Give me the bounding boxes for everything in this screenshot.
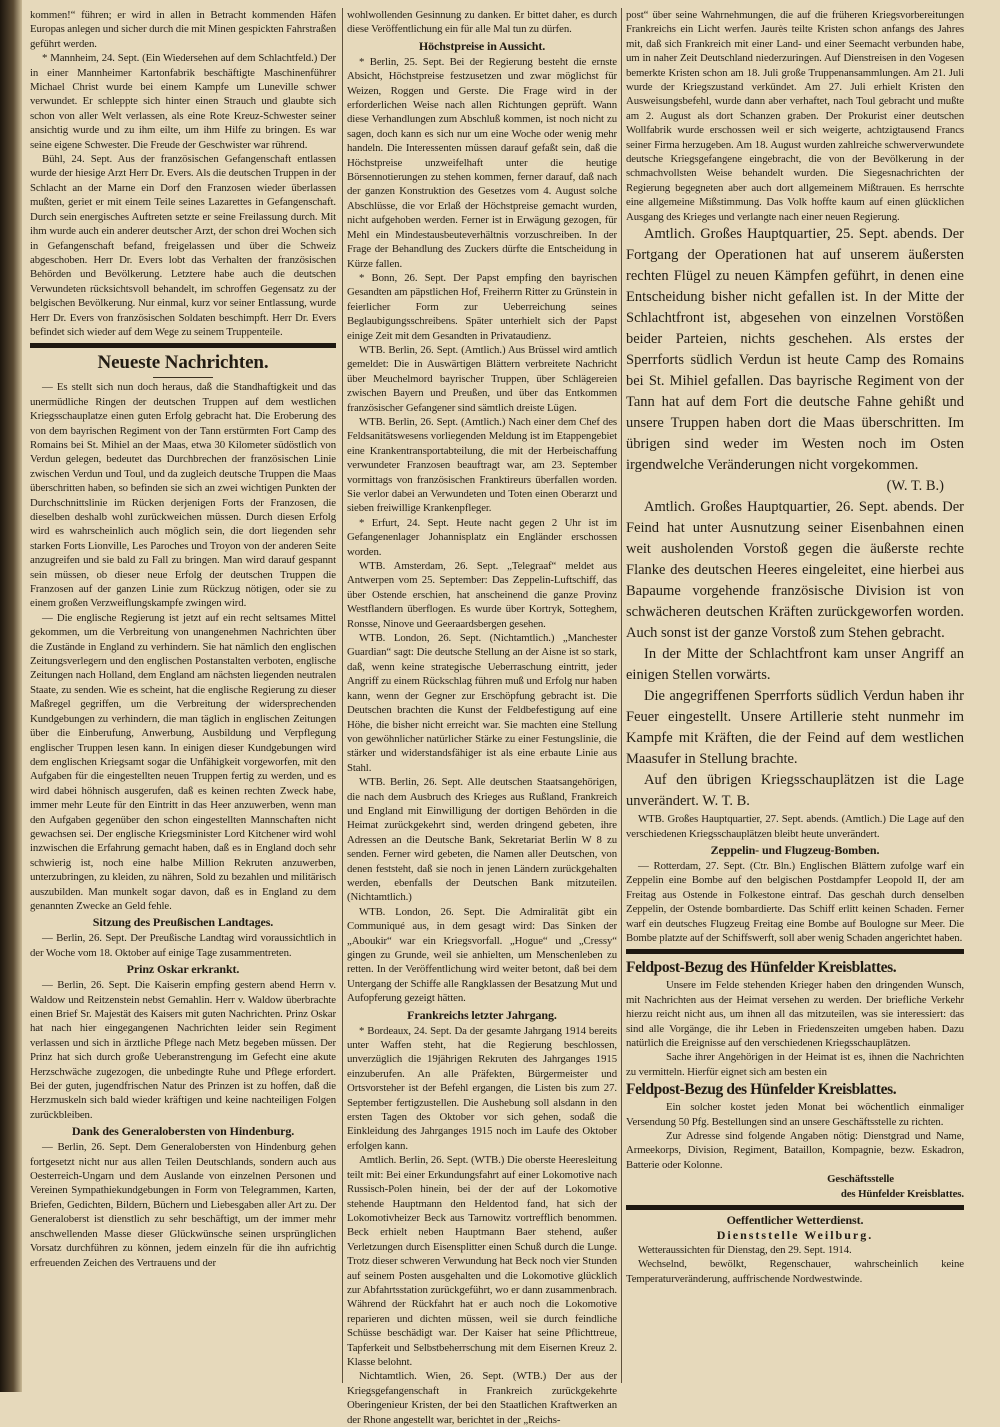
article-heading: Dank des Generalobersten von Hindenburg. (71, 1124, 295, 1139)
page-binding-edge (0, 0, 22, 1392)
ad-title: Feldpost-Bezug des Hünfelder Kreisblattes. (626, 1081, 897, 1099)
article-mannheim: * Mannheim, 24. Sept. (Ein Wiedersehen auf dem Schlachtfeld.) Der in einer Mannheimer Kartonfabrik beschäftigte Maschinenführer Michael Christ wurde bei einem Kampfe um Luneville schwer verwundet. Er schleppte sich hinter einen Strauch und glaubte sich schon von aller Welt verlassen, als eine Rote Kreuz-Schwester seiner ansichtig wurde und zu ihm eilte, um ihm Hilfe zu bringen. Es war seine eigene Schwester. Die Freude der Geschwister war rührend. (30, 52, 336, 151)
article-text: WTB. Amsterdam, 26. Sept. „Telegraaf“ meldet aus Antwerpen vom 25. September: Das Zeppelin-Luftschiff, das über Ostende erschien, hat anscheinend die ganze Provinz Westflandern überflogen. Es wurde über Kortryk, Sotteghem, Ronsse, Ninove und Geeraardsbergen gesehen. (347, 560, 617, 630)
article-text: — Die englische Regierung ist jetzt auf ein recht seltsames Mittel gekommen, um die Verbreitung von unangenehmen Nachrichten über die Zustände in England zu verhindern. Sie hat nämlich den englischen Zeitungsverlegern und den englischen Postanstalten verboten, englische Zeitungen nach Holland, dem England am nächsten liegenden neutralen Staate, zu senden. Wie es scheint, hat die englische Regierung zu dieser Maßregel gegriffen, um die Verbreitung der widersprechenden Kundgebungen zu verhindern, die man täglich in englischen Zeitungen über die Einberufung, Anwerbung, Ausbildung und Verpflegung englischer Truppen lesen kann. In einigen dieser Kundgebungen wird dem englischen Kriegsamt sogar die Unfähigkeit vorgeworfen, mit den Aufgaben für die eingestellten neuen Truppen fertig zu werden, und es wird dabei höhnisch ausgerufen, daß es keinen rechten Zweck habe, immer mehr Leute für den Eintritt in das Heer anzuwerben, wenn man den Aufgaben gegenüber den schon eingestellten Mannschaften nicht gewachsen sei. Der englische Kriegsminister Lord Kitchener wird wohl inzwischen die Erfahrung gemacht haben, daß es in England doch sehr schwierig ist, noch eine halbe Million Rekruten anzuwerben, unterzubringen, zu kleiden, zu nähren, Sold zu bezahlen und militärisch auszubilden. Man munkelt sogar davon, daß es in England zu dem genannten Zwecke an Geld fehle. (30, 611, 336, 912)
article-heading: Zeppelin- und Flugzeug-Bomben. (710, 842, 880, 857)
official-report (626, 224, 964, 812)
article-text: — Es stellt sich nun doch heraus, daß die Standhaftigkeit und das unermüdliche Ringen der deutschen Truppen auf dem westlichen Kriegsschauplatze einen guten Erfolg gebracht hat. Die Eroberung des von dem bayrischen Regiment von der Tann erstürmten Fort Camp des Romains bei St. Mihiel an der Maas, etwa 30 Kilometer südöstlich von Verdun gelegen, bedeutet das Durchbrechen der französischen Linie zwischen Verdun und Toul, und da zugleich deutsche Truppen die Maas überschritten haben, so befinden sie sich an zwei wichtigen Punkten der Durchschnittslinie im Rücken derjenigen Forts der Franzosen, die dieselben deshalb wohl zurückweichen müssen. Durch diesen Erfolg wird es wahrscheinlich auch möglich sein, die dort liegenden sehr starken Forts Lionville, Les Paroches und Troyon von der anderen Seite anzugreifen und sie bald zu Fall zu bringen. Man wird darauf gespannt sein müssen, ob dieser neue Erfolg der deutschen Truppen die Franzosen auf der ganzen Linie zum Rückzug nötigen, oder sie zu einem großen Verzweiflungskampfe zwingen wird. (30, 381, 336, 610)
article-buehl: Bühl, 24. Sept. Aus der französischen Gefangenschaft entlassen wurde der hiesige Arzt Herr Dr. Evers. Als die deutschen Truppen in der Schlacht an der Marne ein Dorf den Franzosen wieder überlassen mußten, geriet er mit einem Teile seines Lazarettes in Gefangenschaft. Durch sein energisches Auftreten setzte er seine Freilassung durch. Mit ihm wurde auch ein anderer deutscher Arzt, der schon drei Wochen sich in Gefangenschaft befand, freigelassen und über die Schweiz abgeschoben. Herr Dr. Evers lobt das Verhalten der französischen Behörden und Bevölkerung. Letztere habe auch die deutschen Verwundeten rücksichtsvoll behandelt, im schroffen Gegensatz zu der belgischen Bevölkerung. Nur einmal, kurz vor seiner Entlassung, wurde Herr Dr. Evers von französischen Soldaten beschimpft. Herr Dr. Evers befindet sich wieder auf dem Wege zu seinem Truppenteile. (30, 153, 336, 338)
article-heading: Prinz Oskar erkrankt. (126, 962, 240, 977)
article-text: * Bonn, 26. Sept. Der Papst empfing den bayrischen Gesandten am päpstlichen Hof, Freiherrn Ritter zu Grünstein in feierlicher Form zur Ueberreichung seines Beglaubigungsschreibens. Später unterhielt sich der Papst einige Zeit mit dem Gesandten in Privataudienz. (347, 271, 617, 342)
article-text: wohlwollenden Gesinnung zu danken. Er bittet daher, es durch diese Veröffentlichung ein für alle Mal tun zu dürfen. (347, 9, 617, 36)
feldpost-advertisement (626, 957, 964, 1201)
section-rule (626, 949, 964, 954)
article-text: Amtlich. Berlin, 26. Sept. (WTB.) Die oberste Heeresleitung teilt mit: Bei einer Erkundungsfahrt auf einer Lokomotive nach Russisch-Polen hinein, bei der der auf der Lokomotive stehende Hauptmann den Heldentod fand, hat sich der Lokomotivheizer Beck aus Tarnowitz vortrefflich benommen. Beck erhielt neben Hauptmann Baer stehend, außer Verletzungen durch Eisensplitter einen Schuß durch die Lunge. Trotz dieser schweren Verwundung hat Beck noch vier Stunden auf seinem Posten ausgehalten und die Lokomotive glücklich zur Abfahrtsstation zurückgeführt, wo er dann zusammenbrach. Während der Rückfahrt hat er auch noch die Lokomotive reparieren und dichten müssen, weil sie durch feindliche Schüsse beschädigt war. Der Kaiser hat seine Pflichttreue, Tapferkeit und Selbstbeherrschung mit dem Eisernen Kreuz 2. Klasse belohnt. (347, 1154, 617, 1368)
ad-signature: Geschäftsstelle (827, 1173, 894, 1186)
article-text: * Erfurt, 24. Sept. Heute nacht gegen 2 Uhr ist im Gefangenenlager Johannisplatz ein Engländer erschossen worden. (347, 516, 617, 558)
report-text: Die angegriffenen Sperrforts südlich Verdun haben ihr Feuer eingestellt. Unsere Artillerie steht nunmehr im Kampfe mit Kräften, die der Feind auf dem westlichen Maasufer in Stellung brachte. (626, 688, 964, 768)
article-text: post“ über seine Wahrnehmungen, die auf die früheren Kriegsvorbereitungen Frankreichs ein Licht werfen. Jaurès teilte Kristen schon anfangs des Jahres mit, daß sich Frankreich mit einer Land- und einer Seemacht verbunden habe, um in naher Zeit Deutschland niederzuringen. Auf Dienstreisen in den Vogesen bemerkte Kristen schon am 18. Juli große Truppenansammlungen. Am 21. Juli wurde der Kriegszustand verkündet. Am 27. Juli erhielt Kristen den Ausweisungsbefehl, wurde dann aber verhaftet, nach Toul gebracht und mußte am 2. August als dort Schanzen graben. Der Prokurist einer deutschen Wollfabrik wurde erschossen weil er sich weigerte, achtzigtausend Francs seiner Firma herzugeben. Am 18. August wurden zahlreiche schwerverwundete deutsche Kriegsgefangene eingebracht, die von der Bevölkerung in der schmachvollsten Weise behandelt wurden. Die Siegesnachrichten der Regierung begegneten aber auch dort allgemeinem Mißtrauen. Es herrschte eine allgemeine Mißstimmung. Das Volk hoffte kaum auf einen glücklichen Ausgang des Krieges und verlangte nach einer neuen Regierung. (626, 9, 964, 223)
article-text: — Berlin, 26. Sept. Die Kaiserin empfing gestern abend Herrn v. Waldow und Reitzenstein nebst Gemahlin. Herr v. Waldow überbrachte einen Brief Sr. Majestät des Kaisers mit guten Nachrichten. Prinz Oskar hat nach hier eingegangenen Nachrichten leider sein Regiment verlassen und sich in ärztliche Pflege nach Metz begeben müssen. Der Prinz hat sich durch große Ueberanstrengung im Gefecht eine akute Herzschwäche zugezogen, die unbedingte Ruhe und Pflege erfordert. Bei der guten, jugendfrischen Natur des Prinzen ist zu hoffen, daß die Herzmuskeln sich bald wieder kräftigen und keine nachteiligen Folgen zurückbleiben. (30, 979, 336, 1121)
article-heading: Frankreichs letzter Jahrgang. (407, 1007, 557, 1022)
report-text: Auf den übrigen Kriegsschauplätzen ist die Lage unverändert. W. T. B. (626, 772, 964, 810)
article-text: — Rotterdam, 27. Sept. (Ctr. Bln.) Englischen Blättern zufolge warf ein Zeppelin eine Bombe auf den belgischen Postdampfer Leopold II, der am Freitag aus Ostende in Folkestone eintraf. Das geschah durch denselben Zeppelin, der Ostende bombardierte. Das Schiff erlitt keinen Schaden. Ferner warf ein deutsches Flugzeug Freitag eine Bombe auf Boulogne sur Meer. Die Bombe platzte auf der Schiffswerft, soll aber wenig Schaden angerichtet haben. (626, 859, 964, 944)
column-divider (621, 8, 622, 1383)
report-text: In der Mitte der Schlachtfront kam unser Angriff an einigen Stellen vorwärts. (626, 646, 964, 684)
weather-forecast: Wechselnd, bewölkt, Regenschauer, wahrscheinlich keine Temperaturveränderung, auffrischende Nordwestwinde. (626, 1258, 964, 1285)
weather-report (626, 1213, 964, 1243)
weather-title: Oeffentlicher Wetterdienst. (726, 1213, 864, 1228)
weather-station: Dienststelle Weilburg. (716, 1228, 874, 1243)
column-1 (30, 8, 336, 1270)
article-text: * Bordeaux, 24. Sept. Da der gesamte Jahrgang 1914 bereits unter Waffen steht, hat die Regierung beschlossen, unverzüglich die 19jährigen Rekruten des Jahrganges 1915 einzuberufen. An alle Präfekten, Bürgermeister und Ortsvorsteher ist der Befehl ergangen, die Listen bis zum 27. September fertigzustellen. Die Aushebung soll alsdann in den ersten Tagen des Oktober vor sich gehen, sodaß die Einkleidung des Jahrganges 1915 noch im Laufe des Oktober erfolgen kann. (347, 1024, 617, 1152)
article-text: WTB. Großes Hauptquartier, 27. Sept. abends. (Amtlich.) Die Lage auf den verschiedenen Kriegsschauplätzen bleibt heute unverändert. (626, 813, 964, 840)
column-divider (342, 8, 343, 1383)
column-2 (347, 8, 617, 1427)
ad-title: Feldpost-Bezug des Hünfelder Kreisblattes. (626, 959, 897, 977)
article-text: WTB. Berlin, 26. Sept. (Amtlich.) Aus Brüssel wird amtlich gemeldet: Die in Auswärtigen Blättern verbreitete Nachricht über Meuchelmord bayrischer Truppen, über Schlägereien zwischen Bayern und Preußen, und über das Entkommen französischer Gefangener sind sämtlich dreiste Lügen. (347, 343, 617, 414)
ad-signature: des Hünfelder Kreisblattes. (840, 1187, 964, 1200)
article-text: Nichtamtlich. Wien, 26. Sept. (WTB.) Der aus der Kriegsgefangenschaft in Frankreich zurückgekehrte Oberingenieur Kristen, der bei den Staatlichen Kraftwerken an der Rhone angestellt war, berichtet in der „Reichs- (347, 1370, 617, 1426)
weather-forecast-label: Wetteraussichten für Dienstag, den 29. Sept. 1914. (638, 1244, 852, 1257)
article-text: — Berlin, 26. Sept. Der Preußische Landtag wird voraussichtlich in der Woche vom 18. Oktober auf einige Tage zusammentreten. (30, 932, 336, 959)
ad-text: Sache ihrer Angehörigen in der Heimat ist es, ihnen die Nachrichten zu vermitteln. Hierfür eignet sich am besten ein (626, 1051, 964, 1078)
report-25-sept: Amtlich. Großes Hauptquartier, 25. Sept. abends. Der Fortgang der Operationen hat auf unserem äußersten rechten Flügel zu neuen Kämpfen geführt, in denen eine Entscheidung bisher nicht gefallen ist. In der Mitte der Schlachtfront ist, abgesehen von einzelnen Vorstößen beider Parteien, nichts geschehen. Als erstes der Sperrforts südlich Verdun ist heute Camp des Romains bei St. Mihiel gefallen. Das bayrische Regiment von der Tann hat auf dem Fort die deutsche Fahne gehißt und unsere Truppen haben dort die Maas überschritten. Im übrigen sind weder im Westen noch im Osten irgendwelche Veränderungen nicht vorgekommen. (626, 226, 964, 474)
article-heading: Höchstpreise in Aussicht. (418, 38, 546, 53)
report-signature: (W. T. B.) (886, 478, 944, 495)
article-text: WTB. London, 26. Sept. Die Admiralität gibt ein Communiqué aus, in dem gesagt wird: Das Sinken der „Aboukir“ war ein Kriegsvorfall. „Hogue“ und „Cressy“ gingen zu Grunde, weil sie anhielten, um Menschenleben zu retten. In der Veröffentlichung wird weiter betont, daß bei dem Untergang der Schiffe alle Rangklassen der Besatzung Mut und Aufopferung gezeigt hätten. (347, 905, 617, 1005)
article-text: kommen!“ führen; er wird in allen in Betracht kommenden Häfen Europas anlegen und sicher durch die mit Minen gespickten Fahrstraßen geführt werden. (30, 9, 336, 50)
report-26-sept: Amtlich. Großes Hauptquartier, 26. Sept. abends. Der Feind hat unter Ausnutzung seiner Eisenbahnen einen weit ausholenden Vorstoß gegen die äußerste rechte Flanke des deutschen Heeres eingeleitet, eine hierbei aus Bapaume vorgehende französische Division ist von schwächeren deutschen Kräften zurückgeworfen worden. Auch sonst ist der ganze Vorstoß zum Stehen gebracht. (626, 499, 964, 642)
article-text: * Berlin, 25. Sept. Bei der Regierung besteht die ernste Absicht, Höchstpreise festzusetzen und zwar möglichst für Weizen, Roggen und Gerste. Die Frage wird in der erforderlichen Weise nach allen Richtungen geprüft. Wann diese Verhandlungen zum Abschluß kommen, ist noch nicht zu sagen, doch kann es sich nur um eine Woche oder wenig mehr handeln. Die Interessenten müssen darauf gefaßt sein, daß die Höchstpreise unzweifelhaft unter die heutige Börsennotierungen zu stehen kommen, ferner darauf, daß nach der ganzen Konstruktion des Gesetzes vom 4. August solche Abschlüsse, die vor Erlaß der Höchstpreise gemacht wurden, nicht aufgehoben werden. Ferner ist in Erwägung gezogen, für Mehl ein Mindestausbeuteverhältnis vorzuschreiben. In der Frage der Behandlung des Zuckers dürfte die Entscheidung in Kürze fallen. (347, 55, 617, 270)
article-text: — Berlin, 26. Sept. Dem Generalobersten von Hindenburg gehen fortgesetzt nicht nur aus allen Teilen Deutschlands, sondern auch aus Oesterreich-Ungarn und dem Auslande von einzelnen Personen und Vereinen Sympathiekundgebungen in Form von Telegrammen, Karten, Briefen, Gedichten, Bildern, Büchern und Liebesgaben aller Art zu. Der Generaloberst ist dienstlich zu sehr beschäftigt, um der immer mehr anschwellenden Masse dieser Glückwünsche seinen ursprünglichen Vorsatz durchführen zu können, jedem einzeln für die ihn aufrichtig erfreuenden Zeichen des Vertrauens und der (30, 1141, 336, 1269)
section-heading-neueste-nachrichten: Neueste Nachrichten. (97, 352, 269, 374)
ad-text: Ein solcher kostet jeden Monat bei wöchentlich einmaliger Versendung 50 Pfg. Bestellungen sind an unsere Geschäftsstelle zu richten. (626, 1101, 964, 1128)
divider (153, 377, 213, 378)
ad-text: Zur Adresse sind folgende Angaben nötig: Dienstgrad und Name, Armeekorps, Division, Regiment, Bataillon, Kompagnie, bezw. Eskadron, Batterie oder Kolonne. (626, 1130, 964, 1171)
section-rule (30, 343, 336, 348)
article-text: WTB. Berlin, 26. Sept. (Amtlich.) Nach einer dem Chef des Feldsanitätswesens vorliegenden Meldung ist im Etappengebiet eine Krankentransportabteilung, die mit der Herbeischaffung verwundeter Franzosen beauftragt war, am 23. September vormittags von französischen Franktireurs überfallen worden. Sie verlor dabei an Verwundeten und Toten einen Oberarzt und sieben freiwillige Krankenpfleger. (347, 415, 617, 515)
column-3 (626, 8, 964, 1286)
ad-text: Unsere im Felde stehenden Krieger haben den dringenden Wunsch, mit Nachrichten aus der Heimat versehen zu werden. Der briefliche Verkehr hierzu reicht nicht aus, um ihnen all das mitzuteilen, was sie interessiert: das sind alle Vorgänge, die ihr Leben in Friedenszeiten umgeben haben. Dazu natürlich die Ereignisse auf den verschiedenen Kriegsschauplätzen. (626, 979, 964, 1049)
section-rule (626, 1205, 964, 1210)
article-text: WTB. London, 26. Sept. (Nichtamtlich.) „Manchester Guardian“ sagt: Die deutsche Stellung an der Aisne ist so stark, daß, wenn keine strategische Ueberraschung eintritt, jeder Angriff zu einem Rückschlag führen muß und Erfolg nur haben kann, wenn der Gegner zur Erschöpfung gebracht ist. Die Deutschen brachten die Kunst der Feldbefestigung auf eine Höhe, die bisher nicht erreicht war. Sie machten eine Stellung von gewöhnlicher natürlicher Stärke zu einer Festungslinie, die stärker und widerstandsfähiger ist als eine erbaute Linie aus Stahl. (347, 632, 617, 774)
article-heading: Sitzung des Preußischen Landtages. (92, 915, 274, 930)
article-text: WTB. Berlin, 26. Sept. Alle deutschen Staatsangehörigen, die nach dem Ausbruch des Krieges aus Rußland, Frankreich und England mit Einwilligung der dortigen Behörden in die Heimat zurückgekehrt sind, werden dringend gebeten, ihre Adressen an die Deutsche Bank, Sekretariat Berlin W 8 zu senden. Ferner wird gebeten, die Namen aller Deutschen, von denen feststeht, daß sie noch in jenen Ländern zurückgehalten werden, ebenfalls der Deutschen Bank mitzuteilen. (Nichtamtlich.) (347, 776, 617, 904)
